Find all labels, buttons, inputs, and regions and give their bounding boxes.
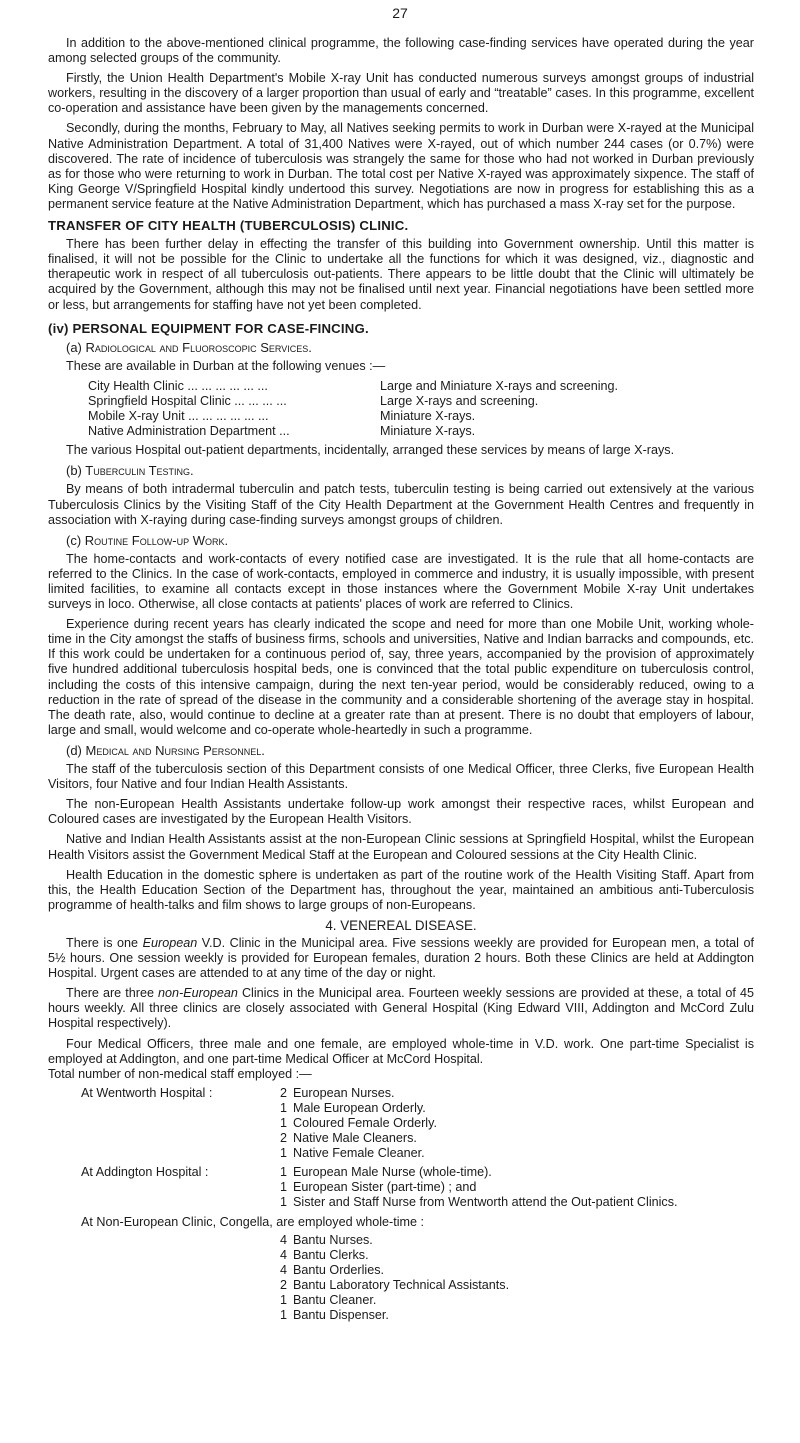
subsection-b-label: (b) [66, 463, 82, 479]
staff-role: Bantu Nurses. [293, 1232, 373, 1247]
venue-row [88, 424, 754, 439]
staff-count: 4 [280, 1262, 288, 1277]
venues-after-paragraph: The various Hospital out-patient departments, incidentally, arranged these services by means of large X-rays. [66, 443, 675, 458]
personnel-paragraph-3: Native and Indian Health Assistants assist at the non-European Clinic sessions at Springfield Hospital, whilst the European Health Visitors assist the Government Medical Staff at the European and Coloured sessions at the City Health Clinic. [48, 832, 754, 862]
staff-count: 1 [280, 1100, 288, 1115]
subsection-a-title: Radiological and Fluoroscopic Services. [85, 339, 312, 355]
wentworth-items [280, 1086, 754, 1161]
staff-count: 2 [280, 1085, 288, 1100]
vd-p1-end: V.D. Clinic in the Municipal area. Five sessions weekly are provided for European men, a total of 5½ hours. One session weekly is provided for European females, duration 2 hours. Both these Clinics are held at Addington Hospital. Urgent cases are attended to at any time of the day or night. [48, 935, 754, 981]
staff-item [280, 1248, 754, 1263]
subsection-c-heading [66, 533, 754, 548]
staff-count: 1 [280, 1308, 288, 1323]
venue-service: Miniature X-rays. [380, 424, 476, 439]
staff-count: 1 [280, 1165, 288, 1180]
personnel-paragraph-1: The staff of the tuberculosis section of this Department consists of one Medical Officer, three Clerks, five European Health Visitors, four Native and four Indian Health Assistants. [48, 762, 754, 792]
staff-count: 1 [280, 1146, 288, 1161]
staff-count: 2 [280, 1131, 288, 1146]
staff-item [280, 1086, 754, 1101]
vd-paragraph-1 [48, 936, 754, 981]
venue-name: Native Administration Department ... [88, 424, 290, 439]
non-european-clinic-label: At Non-European Clinic, Congella, are employed whole-time : [81, 1214, 425, 1229]
followup-paragraph-2: Experience during recent years has clearly indicated the scope and need for more than one Mobile Unit, working whole-time in the City amongst the staffs of business firms, schools and universities, Native and Indian barracks and compounds, etc. If this work could be undertaken for a continuous period of, say, three years, accompanied by the provision of approximately five hundred additional tuberculosis hospital beds, one is convinced that the total public expenditure on tuberculosis control, including the costs of this intensive campaign, during the next ten-year period, would be considerably reduced, owing to a reduction in the rate of spread of the disease in the community and a considerable shortening of the average stay in hospital. The death rate, also, would continue to decline at a greater rate than at present. There is no doubt that employers of labour, large and small, would welcome and co-operate whole-heartedly in such a programme. [48, 617, 754, 737]
staff-count: 1 [280, 1293, 288, 1308]
staff-role: Native Male Cleaners. [293, 1131, 417, 1146]
staff-role: Bantu Laboratory Technical Assistants. [293, 1277, 510, 1292]
venue-name: Springfield Hospital Clinic ... ... ... ... [88, 393, 287, 408]
addington-items [280, 1165, 754, 1210]
subsection-d-label: (d) [66, 742, 82, 758]
staff-role: Bantu Orderlies. [293, 1262, 384, 1277]
report-body [48, 36, 754, 1323]
staff-item [280, 1308, 754, 1323]
venues-table [88, 379, 754, 439]
staff-item [280, 1263, 754, 1278]
venue-row [88, 409, 754, 424]
personal-equipment-heading: (iv) PERSONAL EQUIPMENT FOR CASE-FINCING. [48, 320, 369, 336]
page-number: 27 [392, 5, 408, 21]
venue-row [88, 394, 754, 409]
vd-p1-emphasis: European [142, 935, 198, 950]
vd-paragraph-3: Four Medical Officers, three male and one female, are employed whole-time in V.D. work. One part-time Specialist is employed at Addington, and one part-time Medical Officer at McCord Hospital. [48, 1036, 754, 1066]
intro-paragraph-1: In addition to the above-mentioned clinical programme, the following case-finding services have operated during the year among selected groups of the community. [48, 36, 754, 66]
venue-service: Miniature X-rays. [380, 409, 476, 424]
personnel-paragraph-2: The non-European Health Assistants undertake follow-up work amongst their respective races, whilst European and Coloured cases are investigated by the European Health Visitors. [48, 797, 754, 827]
venue-service: Large X-rays and screening. [380, 393, 539, 408]
staff-item [280, 1233, 754, 1248]
staff-role: Sister and Staff Nurse from Wentworth attend the Out-patient Clinics. [293, 1195, 678, 1210]
venues-intro: These are available in Durban at the following venues :— [66, 358, 386, 373]
subsection-c-title: Routine Follow-up Work. [84, 532, 229, 548]
staff-role: Bantu Dispenser. [293, 1308, 389, 1323]
wentworth-label: At Wentworth Hospital : [81, 1085, 213, 1100]
staff-item [280, 1101, 754, 1116]
staff-role: Coloured Female Orderly. [293, 1116, 437, 1130]
addington-label: At Addington Hospital : [81, 1165, 209, 1180]
vd-p2-start: There are three [66, 986, 159, 1001]
transfer-paragraph: There has been further delay in effecting the transfer of this building into Government ownership. Until this matter is finalised, it will not be possible for the Clinic to undertake all the functions for which it was designed, viz., diagnostic and therapeutic work in respect of all tuberculosis out-patients. There appears to be little doubt that the Clinic will ultimately be acquired by the Government, although this may not be finalised until next year. Financial negotiations have been settled more or less, but arrangements for staffing have not yet been completed. [48, 237, 754, 312]
staff-count: 1 [280, 1116, 288, 1130]
staff-role: Bantu Cleaner. [293, 1293, 377, 1308]
intro-paragraph-3: Secondly, during the months, February to May, all Natives seeking permits to work in Durban were X-rayed at the Municipal Native Administration Department. A total of 31,400 Natives were X-rayed, out of which number 244 cases (or 0.7%) were discovered. The rate of incidence of tuberculosis was strangely the same for those who had not worked in Durban previously as for those who were returning to work in Durban. The total cost per Native X-rayed was approximately sixpence. The staff of King George V/Springfield Hospital kindly undertood this survey. Negotiations are now in progress for establishing this as a permanent service feature at the Native Administration Department, which has purchased a mass X-ray set for the purpose. [48, 121, 754, 211]
vd-heading: 4. VENEREAL DISEASE. [325, 917, 477, 933]
vd-p1-start: There is one [66, 935, 143, 950]
tuberculin-paragraph: By means of both intradermal tuberculin and patch tests, tuberculin testing is being carried out extensively at the various Tuberculosis Clinics by the Visiting Staff of the City Health Department at the Government Health Centres and frequently in association with X-raying during case-finding surveys amongst groups of children. [48, 482, 754, 527]
staff-role: European Male Nurse (whole-time). [293, 1165, 492, 1180]
vd-staff-intro: Total number of non-medical staff employed :— [48, 1066, 312, 1081]
vd-p2-end: Clinics in the Municipal area. Fourteen weekly sessions are provided at these, a total of 45 hours weekly. All three clinics are closely associated with General Hospital (King Edward VIII, Addington and McCord Zulu Hospital respectively). [48, 986, 754, 1031]
staff-count: 4 [280, 1247, 288, 1262]
subsection-b-title: Tuberculin Testing. [85, 463, 194, 479]
staff-item [280, 1146, 754, 1161]
personnel-paragraph-4: Health Education in the domestic sphere is undertaken as part of the routine work of the Health Visiting Staff. Apart from this, the Health Education Section of the Department has, throughout the year, maintained an ambitious anti-Tuberculosis programme of health-talks and film shows to large groups of non-Europeans. [48, 867, 754, 912]
transfer-heading: TRANSFER OF CITY HEALTH (TUBERCULOSIS) CLINIC. [48, 218, 409, 234]
staff-role: European Nurses. [293, 1085, 395, 1100]
staff-role: Native Female Cleaner. [293, 1146, 425, 1161]
staff-count: 2 [280, 1277, 288, 1292]
venue-name: Mobile X-ray Unit ... ... ... ... ... ... [88, 409, 269, 424]
staff-item [280, 1195, 754, 1210]
venue-service: Large and Miniature X-rays and screening. [380, 378, 619, 393]
subsection-d-heading [66, 743, 754, 758]
subsection-c-label: (c) [66, 532, 82, 548]
staff-count: 1 [280, 1180, 288, 1195]
staff-role: European Sister (part-time) ; and [293, 1180, 477, 1195]
staff-role: Bantu Clerks. [293, 1247, 369, 1262]
staff-item [280, 1165, 754, 1180]
staff-item [280, 1116, 754, 1131]
staff-count: 1 [280, 1195, 288, 1210]
non-european-clinic-items [280, 1233, 754, 1324]
venue-row [88, 379, 754, 394]
vd-paragraph-2 [48, 986, 754, 1031]
staff-item [280, 1180, 754, 1195]
addington-staff [81, 1165, 754, 1210]
staff-item [280, 1293, 754, 1308]
wentworth-staff [81, 1086, 754, 1161]
staff-item [280, 1131, 754, 1146]
subsection-b-heading [66, 463, 754, 478]
followup-paragraph-1: The home-contacts and work-contacts of every notified case are investigated. It is the rule that all home-contacts are referred to the Clinics. In the case of work-contacts, employed in commerce and industry, it is usually impossible, with present limited facilities, to examine all contacts except in those instances where the Government Mobile X-ray Unit undertakes surveys in loco. Otherwise, all close contacts at patients' places of work are referred to Clinics. [48, 551, 754, 612]
venue-name: City Health Clinic ... ... ... ... ... ... [88, 378, 268, 393]
subsection-a-label: (a) [66, 339, 82, 355]
staff-count: 4 [280, 1232, 288, 1247]
subsection-d-title: Medical and Nursing Personnel. [85, 742, 265, 758]
intro-paragraph-2: Firstly, the Union Health Department's Mobile X-ray Unit has conducted numerous surveys amongst groups of industrial workers, resulting in the discovery of a larger proportion than usual of early and “treatable” cases. In this programme, excellent co-operation and assistance have been given by the managements concerned. [48, 71, 754, 116]
subsection-a-heading [66, 340, 754, 355]
staff-item [280, 1278, 754, 1293]
vd-p2-emphasis: non-European [158, 986, 238, 1001]
staff-role: Male European Orderly. [293, 1100, 426, 1115]
staff-list [81, 1086, 754, 1323]
